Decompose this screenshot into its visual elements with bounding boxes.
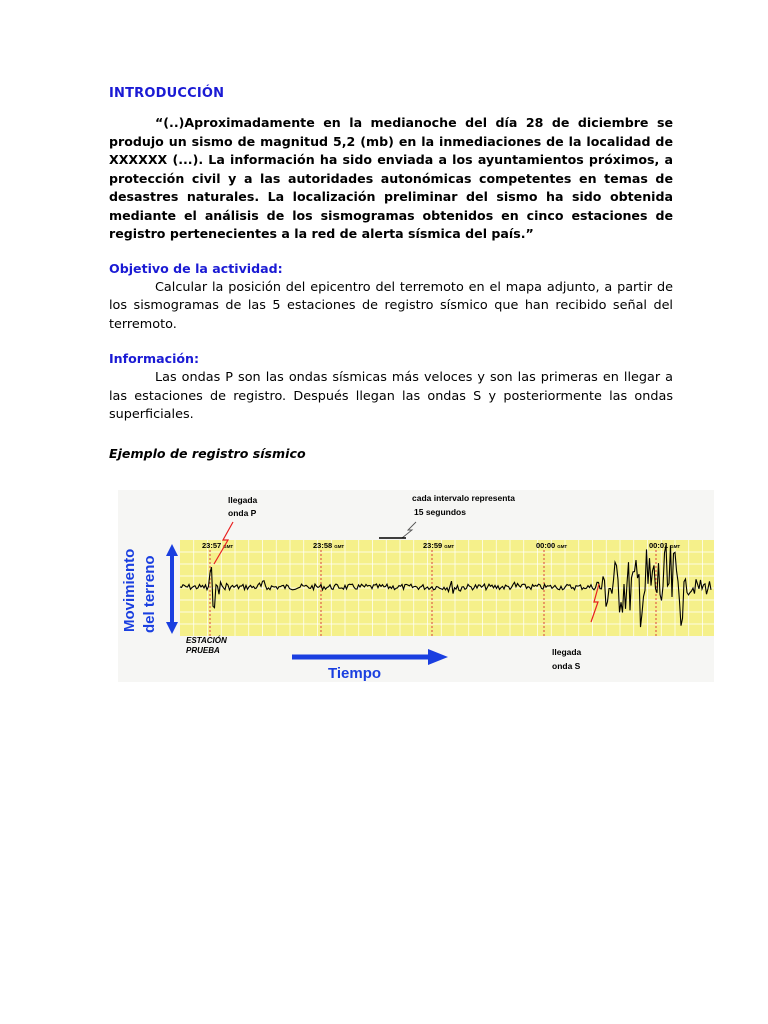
document-body: [109, 86, 673, 461]
time-axis-label: Tiempo: [328, 665, 382, 682]
intro-quote: “(..)Aproximadamente en la medianoche del día 28 de diciembre se produjo un sismo de magnitud 5,2 (mb) en la inmediaciones de la localidad de XXXXXX (...). La información ha sido enviada a los ayuntamientos próximos, a protección civil y a las autoridades autonómicas competentes en temas de desastres naturales. La localización preliminar del sismo ha sido obtenida mediante el análisis de los sismogramas obtenidos en cinco estaciones de registro pertenecientes a la red de alerta sísmica del país.”: [109, 115, 673, 241]
information-text: Las ondas P son las ondas sísmicas más veloces y son las primeras en llegar a las estaciones de registro. Después llegan las ondas S y posteriormente las ondas superficiales.: [109, 370, 673, 422]
time-label: 23:57 GMT: [202, 541, 234, 550]
s-wave-label-line2: onda S: [552, 661, 581, 671]
objective-heading: Objetivo de la actividad:: [109, 260, 283, 276]
y-axis-label-line2: del terreno: [141, 555, 158, 633]
s-wave-label-line1: llegada: [552, 647, 582, 657]
interval-label-line2: 15 segundos: [414, 507, 466, 517]
interval-label-line1: cada intervalo representa: [412, 493, 515, 503]
objective-text: Calcular la posición del epicentro del terremoto en el mapa adjunto, a partir de los sismogramas de las 5 estaciones de registro sísmico que han recibido señal del terremoto.: [109, 279, 673, 332]
time-label: 00:00 GMT: [536, 541, 568, 550]
y-axis-label-line1: Movimiento: [121, 548, 138, 632]
intro-heading: INTRODUCCIÓN: [109, 86, 225, 101]
time-label: 00:01 GMT: [649, 541, 681, 550]
information-heading: Información:: [109, 351, 200, 366]
time-label: 23:59 GMT: [423, 541, 455, 550]
station-label-line2: PRUEBA: [186, 646, 220, 655]
figure-caption: Ejemplo de registro sísmico: [109, 445, 306, 461]
station-label-line1: ESTACIÓN: [186, 636, 227, 645]
time-label: 23:58 GMT: [313, 541, 345, 550]
p-wave-label-line2: onda P: [228, 508, 257, 518]
p-wave-label-line1: llegada: [228, 495, 258, 505]
seismogram-figure: [118, 490, 714, 682]
